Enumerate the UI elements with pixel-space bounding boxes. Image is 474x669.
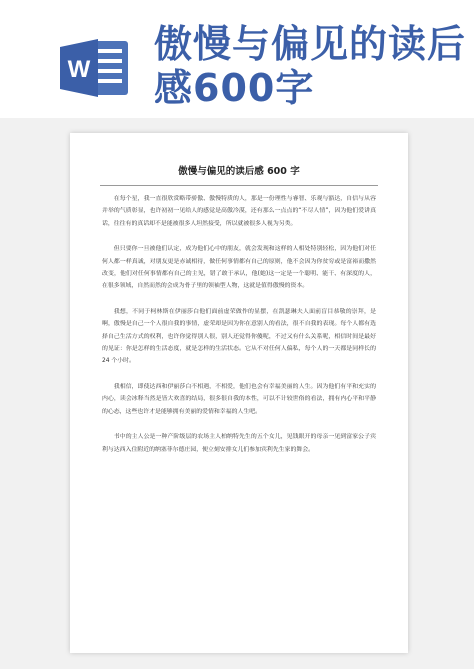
document-page: [70, 133, 408, 653]
paragraph: 书中的主人公是一种产阶级层的农场主人柏纳特先生的五个女儿，见钱眼开的母亲一见到富家公子宾利与达西入住附近的纳塞菲尔德庄园，便立刻安排女儿们参加宾利先生家的舞会。: [102, 434, 376, 453]
svg-text:W: W: [67, 56, 91, 83]
banner-title-line-1: 傲慢与偏见的读后: [154, 22, 467, 66]
paragraph: 我想，不同于柯林斯在伊丽莎白他们面前虚荣做作的显摆，在凯瑟琳夫人面前盲目恭敬的崇拜，是啊，傲慢是自己一个人很自我的事情，虚荣却是因为你在意别人的看法，很不自我的表现。每个人都有选择自己生活方式的权利，也许你觉得别人很，别人还觉得你傻呢，不过又有什么关系呢，相信时间是最好的见证：你是怎样的生活态度，就是怎样的生活状态。它从不对任何人偏私，每个人的一天都是同样长的 24 个小时。: [102, 308, 376, 365]
title-divider: [100, 185, 378, 186]
paragraph: 在每个星，我一直很欣赏略带骄傲、傲慢特质的人，那是一份理性与睿智、乐观与豁达，自信与从容并举的气质彰显，也许初初一见给人的感觉是高傲冷漠，还有那么一点点的“不尽人情”，因为他们爱讲真话，往往有的真话却不是能被很多人坦然接受，所以就被很多人视为另类。: [102, 196, 376, 227]
document-title: 傲慢与偏见的读后感 600 字: [178, 166, 300, 177]
paragraph: 但只要你一旦被他们认定，成为他们心中的朋友，就会发现和这样的人相处特别轻松，因为他们对任何人都一样真诚，对朋友更是赤诚相待，做任何事情都有自己的原则，他不会因为你贫穷或是富裕而撒然改变，他们对任何事情都有自己的主见，错了敢于承认，他(她)这一定是一个聪明、能干、有深度的人，在很多领域，自然而然的会成为骨子里的领袖型人物，这就是值得傲慢的资本。: [102, 246, 376, 290]
paragraph: 我相信，即使达西和伊丽莎白不相遇，不相爱，他们也会有幸福美丽的人生。因为他们有平和充实的内心，读会冰释当然是皆大欢喜的结局，很多很自我的本性，可以不计较世俗的看法，拥有内心平和平静的心态，这些也许才是能够拥有美丽的爱情和幸福的人生吧。: [102, 383, 376, 415]
banner: [0, 0, 474, 118]
word-doc-icon: [58, 37, 132, 99]
document-body: [102, 193, 376, 469]
banner-title-line-2: 感600字: [154, 66, 315, 110]
